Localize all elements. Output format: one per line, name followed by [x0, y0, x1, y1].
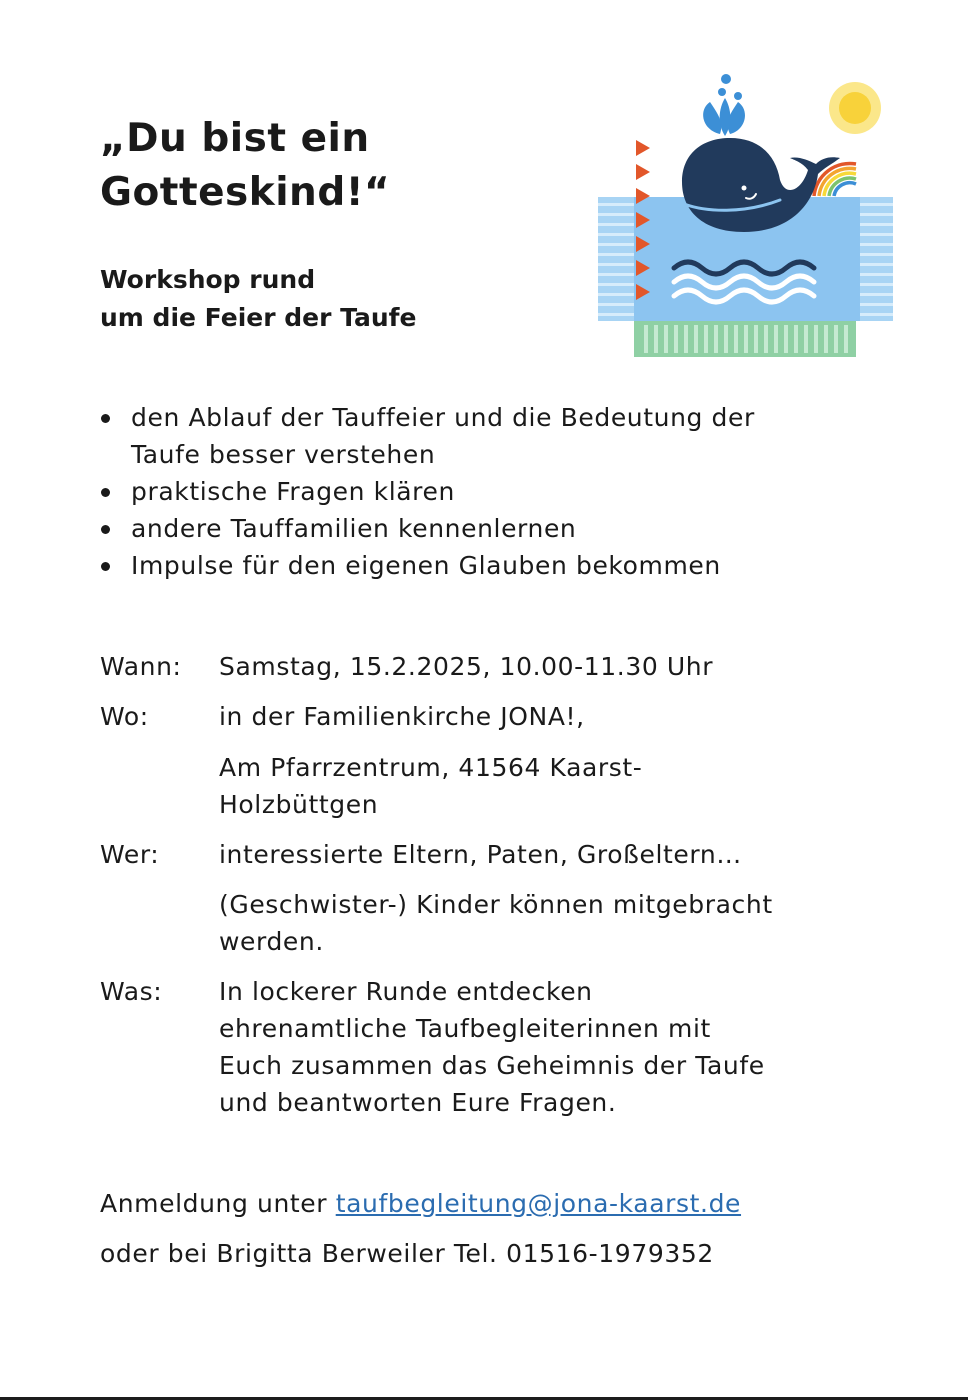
bullet-dot	[101, 525, 110, 534]
registration-line	[100, 1185, 900, 1222]
list-item	[100, 399, 860, 473]
was-line-3: Euch zusammen das Geheimnis der Taufe	[219, 1051, 765, 1080]
registration-prefix: Anmeldung unter	[100, 1189, 336, 1218]
phone-contact-text: oder bei Brigitta Berweiler Tel. 01516-1979352	[100, 1239, 714, 1268]
bullet-text: andere Tauffamilien kennenlernen	[131, 514, 577, 543]
bullet-text-continued: Taufe besser verstehen	[131, 440, 436, 469]
phone-line	[100, 1235, 900, 1272]
was-line-1: In lockerer Runde entdecken	[219, 977, 593, 1006]
info-label-wer: Wer:	[100, 840, 160, 869]
address-line-1: Am Pfarrzentrum, 41564 Kaarst-	[219, 753, 643, 782]
bullet-dot	[101, 414, 110, 423]
grass-strip	[634, 321, 856, 357]
bullet-dot	[101, 488, 110, 497]
address-line-2: Holzbüttgen	[219, 790, 379, 819]
list-item	[100, 547, 860, 584]
info-value-wo: in der Familienkirche JONA!,	[219, 702, 585, 731]
water-spout-icon	[703, 74, 745, 136]
right-striped-panel	[857, 197, 893, 321]
title-line-1: „Du bist ein	[100, 116, 370, 161]
info-value-wann: Samstag, 15.2.2025, 10.00-11.30 Uhr	[219, 652, 714, 681]
info-label-wo: Wo:	[100, 702, 149, 731]
subtitle-line-2: um die Feier der Taufe	[100, 303, 417, 332]
info-value-wer: interessierte Eltern, Paten, Großeltern…	[219, 840, 742, 869]
was-line-2: ehrenamtliche Taufbegleiterinnen mit	[219, 1014, 711, 1043]
list-item	[100, 510, 860, 547]
list-item	[100, 473, 860, 510]
bullet-text: Impulse für den eigenen Glauben bekommen	[131, 551, 721, 580]
flyer-title	[100, 112, 560, 220]
subtitle-line-1: Workshop rund	[100, 265, 316, 294]
children-line-2: werden.	[219, 927, 324, 956]
left-striped-panel	[598, 197, 638, 321]
email-link[interactable]: taufbegleitung@jona-kaarst.de	[335, 1189, 742, 1218]
sun-core	[839, 92, 871, 124]
title-line-2: Gotteskind!“	[100, 170, 391, 215]
bullet-text: den Ablauf der Tauffeier und die Bedeutung der	[131, 403, 755, 432]
children-line-1: (Geschwister-) Kinder können mitgebracht	[219, 890, 773, 919]
benefits-list	[100, 399, 860, 584]
was-line-4: und beantworten Eure Fragen.	[219, 1088, 617, 1117]
bullet-text: praktische Fragen klären	[131, 477, 455, 506]
info-label-was: Was:	[100, 977, 163, 1006]
info-value-wo-address	[219, 749, 859, 823]
bullet-dot	[101, 562, 110, 571]
info-value-wer-children	[219, 886, 859, 960]
info-value-was	[219, 973, 859, 1121]
info-label-wann: Wann:	[100, 652, 182, 681]
flyer-subtitle	[100, 261, 560, 337]
whale-baptism-icon	[594, 72, 898, 362]
